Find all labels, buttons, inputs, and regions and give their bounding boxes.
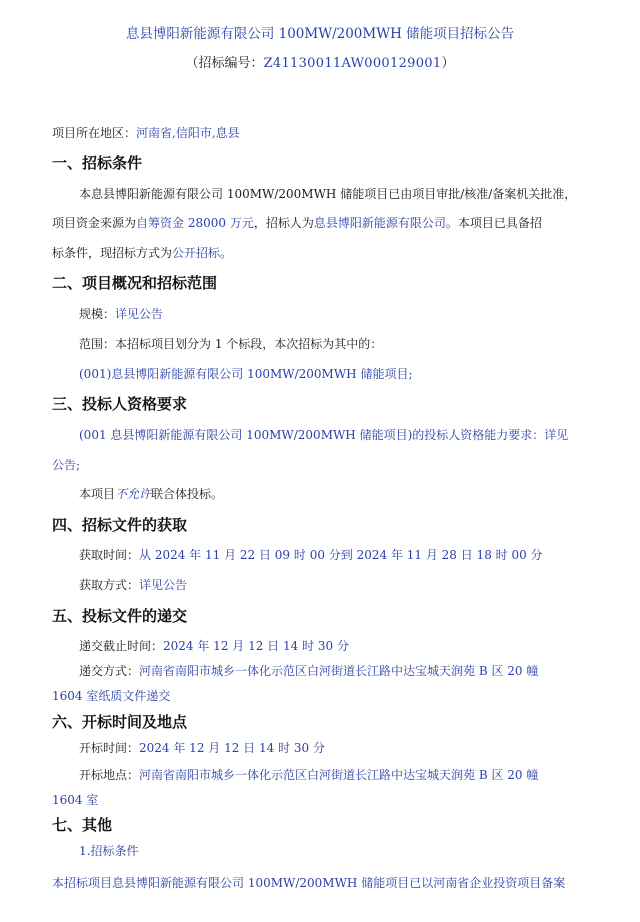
range-line: 范围：本招标项目划分为 1 个标段，本次招标为其中的： [79,337,383,351]
obtain-time-value: 从 2024 年 11 月 22 日 09 时 00 分到 2024 年 11 月 28 日 18 时 00 分 [139,548,543,562]
s1-line-1: 本息县博阳新能源有限公司 100MW/200MWH 储能项目已由项目审批/核准/备案机关批准， [79,187,577,201]
joint-bid-line [79,484,223,504]
joint-a: 本项目 [79,487,116,501]
submit-method-label: 递交方式： [79,664,140,678]
tenderer-name: 息县博阳新能源有限公司 [313,216,446,230]
s1-line-3 [52,243,232,263]
s1-l3a: 标条件，现招标方式为 [52,246,173,260]
qualification-line-2: 公告; [52,458,81,472]
scale-line [79,304,163,324]
open-place-line-2: 1604 室 [52,793,99,807]
funding-source: 自筹资金 28000 万元 [136,216,254,230]
joint-b: 不允许 [115,487,152,501]
section-7-heading: 七、其他 [52,816,113,834]
section-3-heading: 三、投标人资格要求 [52,395,188,413]
deadline-label: 递交截止时间： [79,639,164,653]
section-2-heading: 二、项目概况和招标范围 [52,274,218,292]
s1-l2a: 项目资金来源为 [52,216,137,230]
joint-c: 联合体投标。 [151,487,224,501]
code-suffix: ） [441,56,455,71]
obtain-method-label: 获取方式： [79,578,140,592]
section-6-heading: 六、开标时间及地点 [52,713,188,731]
obtain-method-value: 详见公告 [139,578,188,592]
s1-l3c: 。 [220,246,233,260]
other-item-1: 1.招标条件 [79,844,139,858]
submit-method-line-2: 1604 室纸质文件递交 [52,689,171,703]
region-value: 河南省,信阳市,息县 [136,126,240,140]
obtain-time-line [79,545,543,565]
submit-method-line [79,661,538,681]
deadline-value: 2024 年 12 月 12 日 14 时 30 分 [163,639,349,653]
section-5-heading: 五、投标文件的递交 [52,607,188,625]
other-line-1: 本招标项目息县博阳新能源有限公司 100MW/200MWH 储能项目已以河南省企业投资项目备案 [52,876,566,890]
s1-l2e: 。本项目已具备招 [445,216,542,230]
open-place-value: 河南省南阳市城乡一体化示范区白河街道长江路中达宝城天润苑 B 区 20 幢 [139,768,539,782]
code-value: Z41130011AW000129001 [263,56,442,71]
deadline-line [79,636,349,656]
open-time-line [79,738,325,758]
qualification-line-1: (001 息县博阳新能源有限公司 100MW/200MWH 储能项目)的投标人资格能力要求：详见 [79,428,569,442]
code-prefix: （招标编号： [185,56,264,71]
s1-l2c: ，招标人为 [253,216,314,230]
obtain-time-label: 获取时间： [79,548,140,562]
scale-label: 规模： [79,307,116,321]
open-place-label: 开标地点： [79,768,140,782]
region-label: 项目所在地区： [52,126,137,140]
s1-line-2 [52,213,542,233]
scale-value: 详见公告 [115,307,164,321]
section-1-heading: 一、招标条件 [52,154,143,172]
section-4-heading: 四、招标文件的获取 [52,516,188,534]
tender-method: 公开招标 [172,246,221,260]
submit-method-value: 河南省南阳市城乡一体化示范区白河街道长江路中达宝城天润苑 B 区 20 幢 [139,664,539,678]
open-place-line [79,765,538,785]
tender-code [0,54,640,74]
region-line [52,123,240,143]
lot-line: (001)息县博阳新能源有限公司 100MW/200MWH 储能项目; [79,367,413,381]
page-title: 息县博阳新能源有限公司 100MW/200MWH 储能项目招标公告 [125,26,515,42]
obtain-method-line [79,575,187,595]
open-time-value: 2024 年 12 月 12 日 14 时 30 分 [139,741,325,755]
open-time-label: 开标时间： [79,741,140,755]
